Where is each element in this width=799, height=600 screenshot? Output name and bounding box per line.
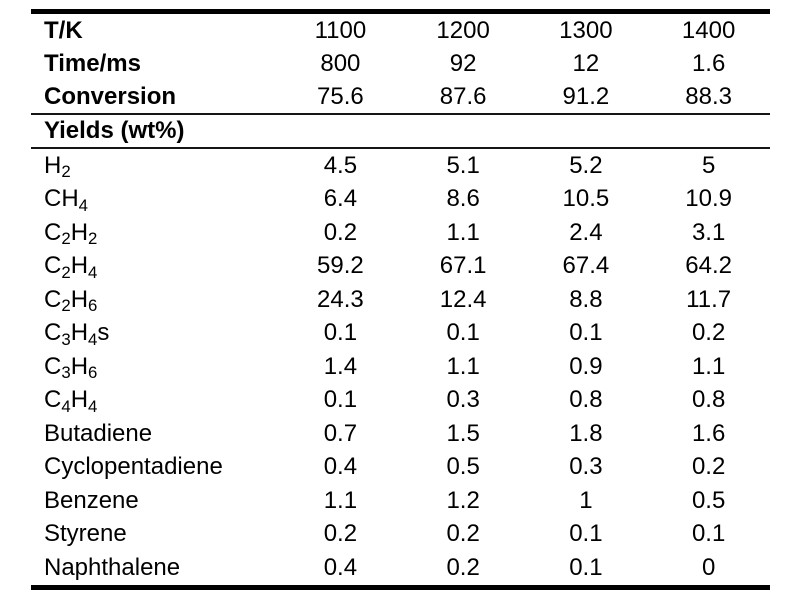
section-header-label: Yields (wt%) <box>44 117 185 144</box>
cell-value: 6.4 <box>323 185 358 213</box>
cell-value: 5.2 <box>569 151 603 179</box>
row-label: Butadiene <box>44 419 153 447</box>
cell-value: 88.3 <box>685 82 732 110</box>
cell-value: 0.5 <box>691 486 726 514</box>
cell-value: 8.6 <box>446 185 480 213</box>
cell-value: 12.4 <box>439 285 487 313</box>
cell-value: 75.6 <box>317 82 364 110</box>
table-row <box>31 384 770 418</box>
table-row <box>31 551 770 585</box>
row-label: $C_3H_4s$ <box>44 319 110 349</box>
cell-value: 0.8 <box>691 386 726 414</box>
table-row <box>31 484 770 518</box>
cell-value: 1.1 <box>691 352 726 380</box>
cell-value: 10.5 <box>562 185 610 213</box>
row-label: Time/ms <box>44 49 141 77</box>
section-header <box>31 115 770 147</box>
cell-value: 1.1 <box>323 486 358 514</box>
row-label: $C_3H_6$ <box>44 352 98 383</box>
row-label: Benzene <box>44 486 139 514</box>
cell-value: 1 <box>579 486 593 514</box>
cell-value: 1.5 <box>446 419 480 447</box>
cell-value: 0.8 <box>569 386 603 414</box>
row-label: $C_4H_4$ <box>44 386 98 416</box>
cell-value: 0.1 <box>569 520 603 548</box>
cell-value: 1.4 <box>323 352 358 380</box>
cell-value: 12 <box>572 49 600 77</box>
table-row <box>31 250 770 284</box>
cell-value: 0.9 <box>569 352 603 380</box>
table-row <box>31 183 770 217</box>
cell-value: 3.1 <box>691 218 726 246</box>
cell-value: 11.7 <box>686 285 732 313</box>
cell-value: 67.1 <box>439 252 487 280</box>
cell-value: 0.3 <box>446 386 480 414</box>
cell-value: 0.1 <box>691 520 726 548</box>
cell-value: 87.6 <box>439 82 487 110</box>
cell-value: 1.1 <box>446 352 480 380</box>
row-label: $C_2H_4$ <box>44 252 98 282</box>
table-row <box>31 149 770 183</box>
cell-value: 1.2 <box>446 486 480 514</box>
cell-value: 10.9 <box>685 185 732 213</box>
cell-value: 0.4 <box>323 553 358 581</box>
yield-rows <box>31 149 770 585</box>
cell-value: 0.1 <box>569 553 603 581</box>
cell-value: 5.1 <box>446 151 480 179</box>
cell-value: 1200 <box>436 16 490 44</box>
cell-value: 0.7 <box>323 419 358 447</box>
row-label: Naphthalene <box>44 553 181 581</box>
table-row <box>31 80 770 113</box>
cell-value: 0.2 <box>691 319 726 347</box>
cell-value: 0.1 <box>323 319 358 347</box>
table-row <box>31 451 770 485</box>
row-label: T/K <box>44 16 83 44</box>
table-bottom-rule <box>31 585 770 590</box>
table-row <box>31 14 770 47</box>
cell-value: 0.2 <box>323 218 358 246</box>
cell-value: 91.2 <box>562 82 610 110</box>
cell-value: 64.2 <box>685 252 732 280</box>
cell-value: 8.8 <box>569 285 603 313</box>
table-row <box>31 47 770 80</box>
cell-value: 1300 <box>559 16 613 44</box>
cell-value: 1.6 <box>691 419 726 447</box>
cell-value: 92 <box>449 49 477 77</box>
cell-value: 0.2 <box>691 453 726 481</box>
cell-value: 0.1 <box>323 386 358 414</box>
pyrolysis-yields-table <box>31 9 770 590</box>
row-label: $C_2H_6$ <box>44 285 98 316</box>
row-label: Cyclopentadiene <box>44 453 223 481</box>
cell-value: 59.2 <box>317 252 364 280</box>
cell-value: 800 <box>320 49 361 77</box>
table-row <box>31 518 770 552</box>
table-row <box>31 317 770 351</box>
cell-value: 0.4 <box>323 453 358 481</box>
conditions-rows <box>31 14 770 113</box>
cell-value: 0.2 <box>446 553 480 581</box>
cell-value: 0 <box>701 553 716 581</box>
cell-value: 1400 <box>681 16 736 44</box>
cell-value: 2.4 <box>569 218 603 246</box>
table-row <box>31 350 770 384</box>
table-row <box>31 216 770 250</box>
cell-value: 1100 <box>314 16 367 44</box>
cell-value: 5 <box>701 151 716 179</box>
cell-value: 24.3 <box>317 285 364 313</box>
cell-value: 0.2 <box>323 520 358 548</box>
cell-value: 0.1 <box>569 319 603 347</box>
cell-value: 0.3 <box>569 453 603 481</box>
table-row <box>31 283 770 317</box>
cell-value: 67.4 <box>562 252 610 280</box>
cell-value: 0.1 <box>446 319 480 347</box>
row-label: $CH_4$ <box>44 185 89 215</box>
row-label: $H_2$ <box>44 151 71 182</box>
cell-value: 4.5 <box>323 151 358 179</box>
row-label: $C_2H_2$ <box>44 218 98 249</box>
cell-value: 1.8 <box>569 419 603 447</box>
table-row <box>31 417 770 451</box>
cell-value: 0.5 <box>446 453 480 481</box>
row-label: Conversion <box>44 82 177 110</box>
cell-value: 0.2 <box>446 520 480 548</box>
cell-value: 1.6 <box>691 49 726 77</box>
row-label: Styrene <box>44 520 127 548</box>
cell-value: 1.1 <box>446 218 480 246</box>
